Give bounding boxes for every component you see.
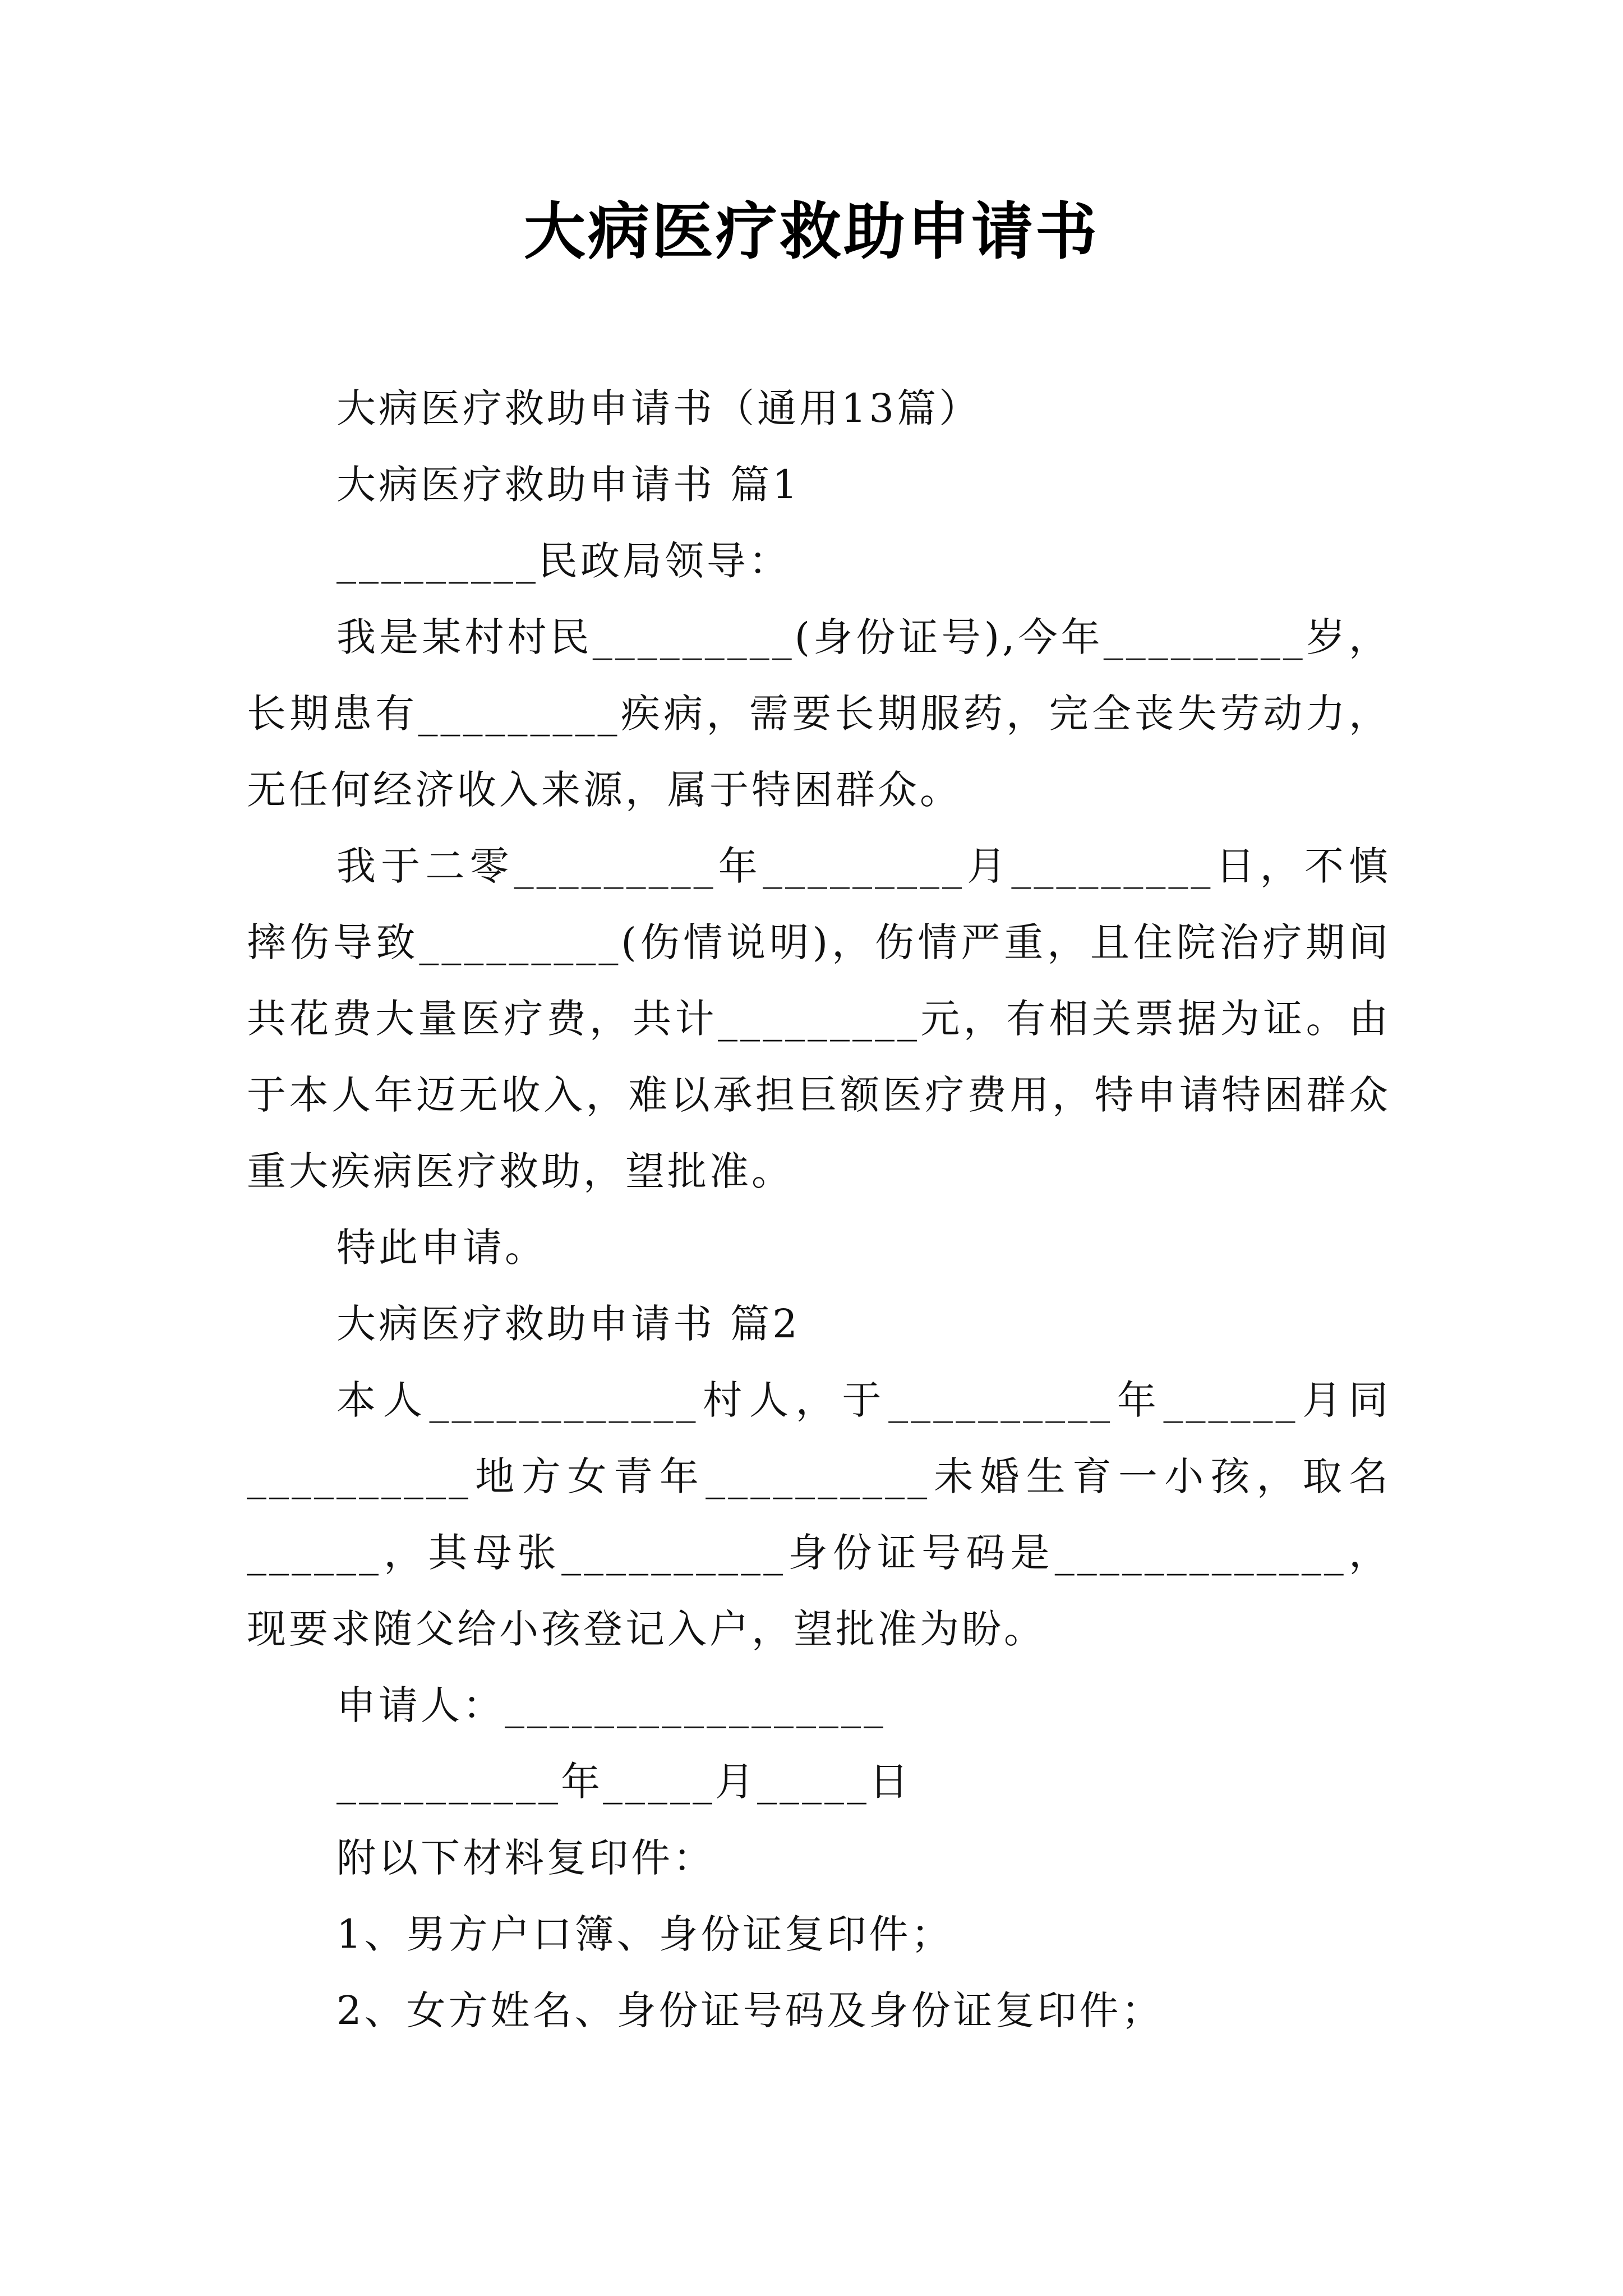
document-title: 大病医疗救助申请书	[524, 195, 1099, 268]
closing-request: 特此申请。	[336, 1225, 547, 1271]
paragraph-applicant-info: 我是某村村民_________(身份证号),今年_________岁，长期患有_________疾病，需要长期服药，完全丧失劳动力，无任何经济收入来源，属于特困群众。	[247, 614, 1391, 813]
applicant-signature-line: 申请人：_________________	[336, 1682, 886, 1728]
attachment-item-2: 2、女方姓名、身份证号码及身份证复印件；	[336, 1987, 1164, 2033]
collection-heading: 大病医疗救助申请书（通用13篇）	[336, 385, 981, 431]
attachment-item-1: 1、男方户口簿、身份证复印件；	[336, 1911, 953, 1957]
section-heading-2: 大病医疗救助申请书 篇2	[336, 1301, 800, 1347]
salutation: _________民政局领导：	[336, 538, 791, 584]
document-body	[247, 370, 1391, 2049]
attachments-heading: 附以下材料复印件：	[336, 1835, 715, 1881]
paragraph-injury-details: 我于二零_________年_________月_________日，不慎摔伤导致_________(伤情说明)，伤情严重，且住院治疗期间共花费大量医疗费，共计_________元，有相关票据为证。由于本人年迈无收入，难以承担巨额医疗费用，特申请特困群众重大疾病医疗救助，望批准。	[247, 843, 1391, 1194]
section-heading-1: 大病医疗救助申请书 篇1	[336, 462, 800, 508]
paragraph-household-registration: 本人____________村人，于__________年______月同__________地方女青年__________未婚生育一小孩，取名______，其母张__________身份证号码是_____________，现要求随父给小孩登记入户，望批准为盼。	[247, 1377, 1391, 1652]
date-line: __________年_____月_____日	[336, 1759, 911, 1805]
